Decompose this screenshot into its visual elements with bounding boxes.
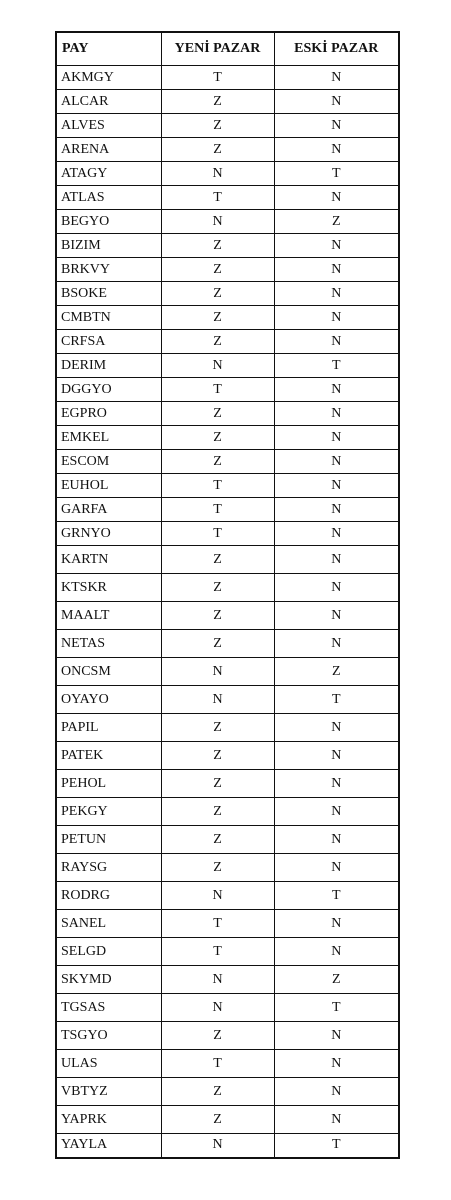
table-row bbox=[56, 630, 399, 658]
stock-code: SELGD bbox=[56, 938, 161, 966]
old-market-value: N bbox=[274, 498, 399, 522]
table-row bbox=[56, 258, 399, 282]
old-market-value: N bbox=[274, 330, 399, 354]
new-market-value: N bbox=[161, 658, 274, 686]
new-market-value: T bbox=[161, 378, 274, 402]
table-row bbox=[56, 426, 399, 450]
stock-code: CRFSA bbox=[56, 330, 161, 354]
stock-code: PEKGY bbox=[56, 798, 161, 826]
stock-code: OYAYO bbox=[56, 686, 161, 714]
stock-code: MAALT bbox=[56, 602, 161, 630]
stock-code: RAYSG bbox=[56, 854, 161, 882]
stock-code: DERIM bbox=[56, 354, 161, 378]
table-row bbox=[56, 966, 399, 994]
table-row bbox=[56, 1134, 399, 1158]
table-row bbox=[56, 186, 399, 210]
old-market-value: N bbox=[274, 1050, 399, 1078]
stock-code: BIZIM bbox=[56, 234, 161, 258]
old-market-value: N bbox=[274, 742, 399, 770]
stock-code: BRKVY bbox=[56, 258, 161, 282]
new-market-value: Z bbox=[161, 402, 274, 426]
stock-code: ATAGY bbox=[56, 162, 161, 186]
old-market-value: N bbox=[274, 234, 399, 258]
old-market-value: N bbox=[274, 546, 399, 574]
old-market-value: Z bbox=[274, 658, 399, 686]
stock-code: NETAS bbox=[56, 630, 161, 658]
new-market-value: Z bbox=[161, 798, 274, 826]
stock-code: PETUN bbox=[56, 826, 161, 854]
stock-code: TGSAS bbox=[56, 994, 161, 1022]
new-market-value: Z bbox=[161, 714, 274, 742]
new-market-value: N bbox=[161, 1134, 274, 1158]
stock-code: ALCAR bbox=[56, 90, 161, 114]
table-row bbox=[56, 210, 399, 234]
new-market-value: T bbox=[161, 1050, 274, 1078]
table-row bbox=[56, 826, 399, 854]
stock-code: GRNYO bbox=[56, 522, 161, 546]
new-market-value: N bbox=[161, 354, 274, 378]
table-row bbox=[56, 910, 399, 938]
cropped-footer-text bbox=[60, 1192, 310, 1200]
table-row bbox=[56, 882, 399, 910]
table-row bbox=[56, 114, 399, 138]
stock-code: PEHOL bbox=[56, 770, 161, 798]
table-row bbox=[56, 234, 399, 258]
old-market-value: N bbox=[274, 186, 399, 210]
new-market-value: T bbox=[161, 910, 274, 938]
old-market-value: Z bbox=[274, 210, 399, 234]
old-market-value: N bbox=[274, 910, 399, 938]
stock-code: CMBTN bbox=[56, 306, 161, 330]
stock-code: ALVES bbox=[56, 114, 161, 138]
table-row bbox=[56, 854, 399, 882]
table-row bbox=[56, 714, 399, 742]
old-market-value: N bbox=[274, 1106, 399, 1134]
stock-code: KTSKR bbox=[56, 574, 161, 602]
table-row bbox=[56, 162, 399, 186]
table-row bbox=[56, 378, 399, 402]
new-market-value: Z bbox=[161, 1106, 274, 1134]
old-market-value: N bbox=[274, 602, 399, 630]
market-transition-table bbox=[55, 31, 400, 1159]
old-market-value: T bbox=[274, 162, 399, 186]
old-market-value: N bbox=[274, 282, 399, 306]
stock-code: ARENA bbox=[56, 138, 161, 162]
table-row bbox=[56, 602, 399, 630]
new-market-value: Z bbox=[161, 854, 274, 882]
new-market-value: Z bbox=[161, 234, 274, 258]
old-market-value: N bbox=[274, 90, 399, 114]
old-market-value: N bbox=[274, 426, 399, 450]
new-market-value: T bbox=[161, 522, 274, 546]
old-market-value: Z bbox=[274, 966, 399, 994]
table-row bbox=[56, 354, 399, 378]
stock-code: EUHOL bbox=[56, 474, 161, 498]
stock-code: TSGYO bbox=[56, 1022, 161, 1050]
old-market-value: T bbox=[274, 882, 399, 910]
old-market-value: N bbox=[274, 574, 399, 602]
new-market-value: T bbox=[161, 498, 274, 522]
new-market-value: Z bbox=[161, 90, 274, 114]
stock-code: ESCOM bbox=[56, 450, 161, 474]
old-market-value: N bbox=[274, 402, 399, 426]
new-market-value: Z bbox=[161, 826, 274, 854]
new-market-value: Z bbox=[161, 138, 274, 162]
old-market-value: N bbox=[274, 938, 399, 966]
stock-code: PATEK bbox=[56, 742, 161, 770]
table-row bbox=[56, 798, 399, 826]
old-market-value: N bbox=[274, 450, 399, 474]
stock-code: RODRG bbox=[56, 882, 161, 910]
old-market-value: N bbox=[274, 1022, 399, 1050]
table-row bbox=[56, 66, 399, 90]
table-row bbox=[56, 994, 399, 1022]
new-market-value: Z bbox=[161, 546, 274, 574]
stock-code: KARTN bbox=[56, 546, 161, 574]
table-row bbox=[56, 402, 399, 426]
new-market-value: N bbox=[161, 966, 274, 994]
table-row bbox=[56, 574, 399, 602]
old-market-value: N bbox=[274, 138, 399, 162]
new-market-value: T bbox=[161, 938, 274, 966]
new-market-value: T bbox=[161, 66, 274, 90]
stock-code: BSOKE bbox=[56, 282, 161, 306]
old-market-value: N bbox=[274, 1078, 399, 1106]
old-market-value: N bbox=[274, 258, 399, 282]
table-row bbox=[56, 282, 399, 306]
table-row bbox=[56, 686, 399, 714]
stock-code: EMKEL bbox=[56, 426, 161, 450]
stock-code: BEGYO bbox=[56, 210, 161, 234]
old-market-value: N bbox=[274, 826, 399, 854]
new-market-value: Z bbox=[161, 630, 274, 658]
table-body bbox=[56, 66, 399, 1158]
table-row bbox=[56, 522, 399, 546]
new-market-value: N bbox=[161, 686, 274, 714]
stock-code: SANEL bbox=[56, 910, 161, 938]
old-market-value: N bbox=[274, 114, 399, 138]
new-market-value: Z bbox=[161, 1078, 274, 1106]
stock-code: YAPRK bbox=[56, 1106, 161, 1134]
new-market-value: Z bbox=[161, 602, 274, 630]
table-header-row bbox=[56, 32, 399, 66]
stock-code: SKYMD bbox=[56, 966, 161, 994]
old-market-value: N bbox=[274, 630, 399, 658]
table-row bbox=[56, 306, 399, 330]
stock-code: ULAS bbox=[56, 1050, 161, 1078]
stock-code: VBTYZ bbox=[56, 1078, 161, 1106]
table-row bbox=[56, 138, 399, 162]
old-market-value: T bbox=[274, 1134, 399, 1158]
new-market-value: N bbox=[161, 994, 274, 1022]
table-row bbox=[56, 742, 399, 770]
old-market-value: N bbox=[274, 798, 399, 826]
new-market-value: N bbox=[161, 210, 274, 234]
table-row bbox=[56, 450, 399, 474]
old-market-value: T bbox=[274, 994, 399, 1022]
table-row bbox=[56, 90, 399, 114]
new-market-value: Z bbox=[161, 742, 274, 770]
stock-code: GARFA bbox=[56, 498, 161, 522]
old-market-value: N bbox=[274, 714, 399, 742]
table-row bbox=[56, 658, 399, 686]
new-market-value: Z bbox=[161, 1022, 274, 1050]
old-market-value: T bbox=[274, 686, 399, 714]
table-row bbox=[56, 546, 399, 574]
new-market-value: N bbox=[161, 162, 274, 186]
stock-code: YAYLA bbox=[56, 1134, 161, 1158]
table-row bbox=[56, 1050, 399, 1078]
new-market-value: Z bbox=[161, 770, 274, 798]
new-market-value: T bbox=[161, 474, 274, 498]
table-row bbox=[56, 1078, 399, 1106]
table-row bbox=[56, 498, 399, 522]
stock-code: EGPRO bbox=[56, 402, 161, 426]
old-market-value: N bbox=[274, 770, 399, 798]
header-old-market: ESKİ PAZAR bbox=[274, 32, 399, 66]
table-row bbox=[56, 330, 399, 354]
new-market-value: Z bbox=[161, 258, 274, 282]
table-row bbox=[56, 938, 399, 966]
table-row bbox=[56, 1022, 399, 1050]
new-market-value: Z bbox=[161, 574, 274, 602]
stock-code: DGGYO bbox=[56, 378, 161, 402]
new-market-value: N bbox=[161, 882, 274, 910]
header-pay: PAY bbox=[56, 32, 161, 66]
stock-code: ATLAS bbox=[56, 186, 161, 210]
old-market-value: T bbox=[274, 354, 399, 378]
table-row bbox=[56, 770, 399, 798]
new-market-value: Z bbox=[161, 426, 274, 450]
table-row bbox=[56, 1106, 399, 1134]
stock-code: AKMGY bbox=[56, 66, 161, 90]
new-market-value: T bbox=[161, 186, 274, 210]
old-market-value: N bbox=[274, 474, 399, 498]
stock-code: ONCSM bbox=[56, 658, 161, 686]
old-market-value: N bbox=[274, 66, 399, 90]
new-market-value: Z bbox=[161, 306, 274, 330]
old-market-value: N bbox=[274, 854, 399, 882]
stock-code: PAPIL bbox=[56, 714, 161, 742]
new-market-value: Z bbox=[161, 282, 274, 306]
table-row bbox=[56, 474, 399, 498]
old-market-value: N bbox=[274, 522, 399, 546]
new-market-value: Z bbox=[161, 330, 274, 354]
header-new-market: YENİ PAZAR bbox=[161, 32, 274, 66]
new-market-value: Z bbox=[161, 450, 274, 474]
new-market-value: Z bbox=[161, 114, 274, 138]
old-market-value: N bbox=[274, 378, 399, 402]
old-market-value: N bbox=[274, 306, 399, 330]
